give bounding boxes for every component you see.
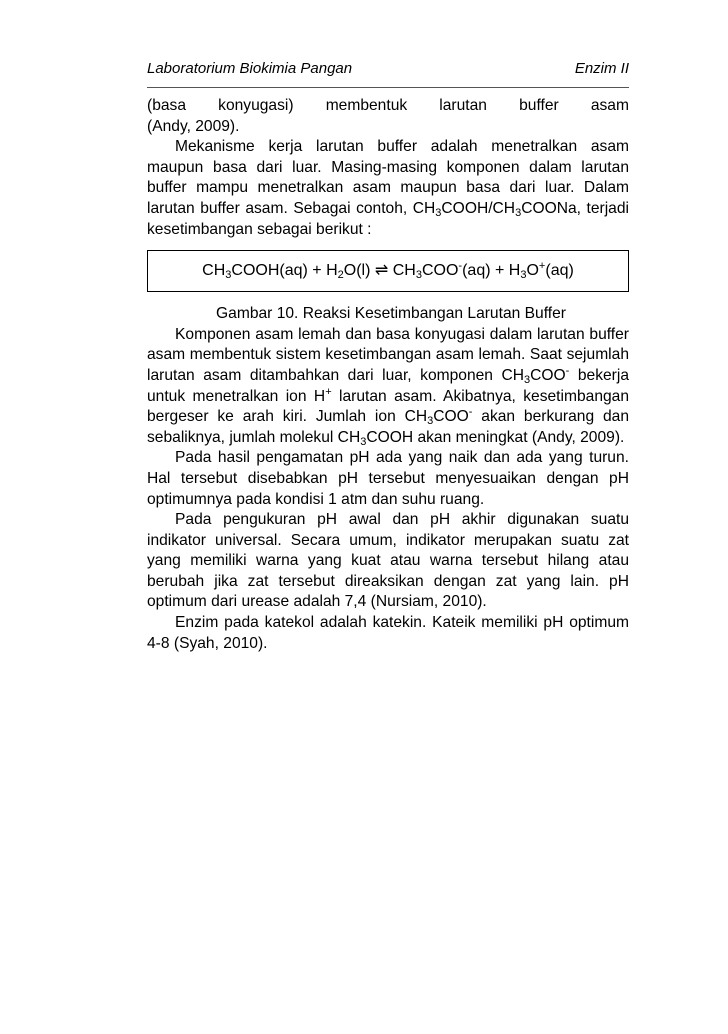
equation-box: [147, 250, 629, 292]
paragraph-1-end: (Andy, 2009).: [147, 117, 240, 135]
header-divider: [147, 87, 629, 88]
equilibrium-equation: $CH_3COOH(aq) + H_2O(l)$ ⇌ $CH_3COO^-(aq) + H_3O^+(aq)$: [202, 259, 574, 281]
paragraph-2: Mekanisme kerja larutan buffer adalah menetralkan asam maupun basa dari luar. Masing-masing komponen dalam larutan buffer mampu menetralkan asam maupun basa dari luar. Dalam larutan buffer asam. Sebagai contoh, $CH_3COOH/CH_3COONa$, terjadi kesetimbangan sebagai berikut :: [147, 138, 629, 238]
paragraph-3: Komponen asam lemah dan basa konyugasi dalam larutan buffer asam membentuk sistem kesetimbangan asam lemah. Saat sejumlah larutan asam ditambahkan dari luar, komponen $CH_3COO^-$ bekerja untuk menetralkan ion H+ larutan asam. Akibatnya, kesetimbangan bergeser ke arah kiri. Jumlah ion $CH_3COO^-$ akan berkurang dan sebaliknya, jumlah molekul $CH_3COOH$ akan meningkat (Andy, 2009).: [147, 325, 630, 448]
body-text: [147, 96, 629, 654]
header-right: Enzim II: [574, 60, 629, 77]
running-header: [147, 60, 629, 78]
paragraph-6: Enzim pada katekol adalah katekin. Kateik memiliki pH optimum 4-8 (Syah, 2010).: [147, 614, 629, 652]
paragraph-1: (basa konyugasi) membentuk larutan buffer asam: [147, 97, 629, 114]
figure-caption: Gambar 10. Reaksi Kesetimbangan Larutan Buffer: [216, 305, 566, 323]
header-left: Laboratorium Biokimia Pangan: [147, 60, 353, 77]
paragraph-5: Pada pengukuran pH awal dan pH akhir digunakan suatu indikator universal. Secara umum, indikator merupakan suatu zat yang memiliki warna yang kuat atau warna tersebut hilang atau berubah jika zat tersebut direaksikan dengan zat yang lain. pH optimum dari urease adalah 7,4 (Nursiam, 2010).: [147, 511, 629, 611]
paragraph-4: Pada hasil pengamatan pH ada yang naik dan ada yang turun. Hal tersebut disebabkan pH tersebut menyesuaikan dengan pH optimumnya pada kondisi 1 atm dan suhu ruang.: [147, 449, 629, 508]
